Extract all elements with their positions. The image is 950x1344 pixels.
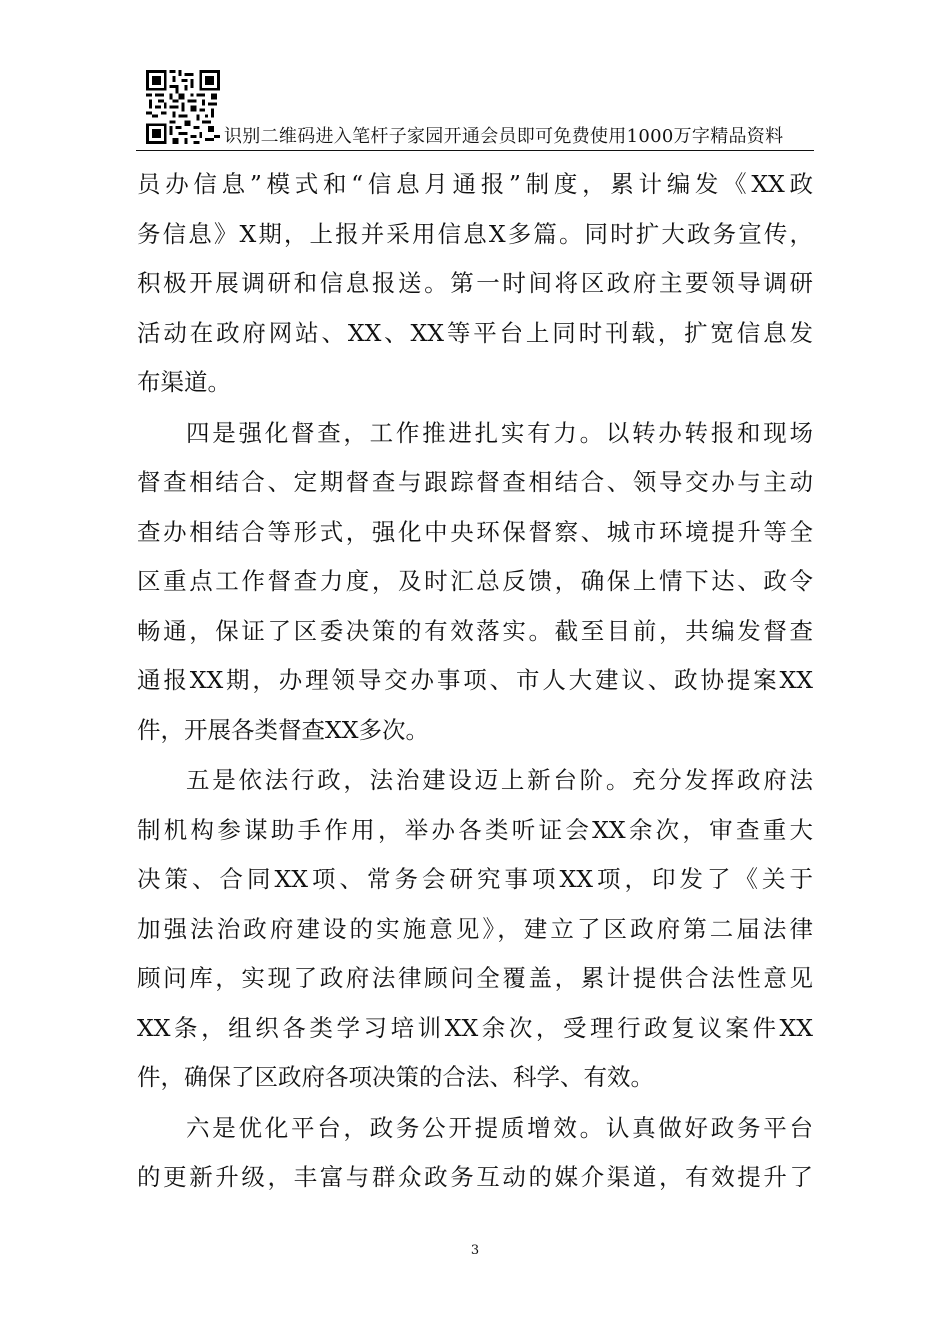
text-line: 六是优化平台，政务公开提质增效。认真做好政务平台 — [186, 1113, 813, 1142]
paragraph — [137, 409, 813, 756]
paragraph — [137, 756, 813, 1103]
paragraph — [137, 1104, 813, 1203]
header-divider — [136, 150, 814, 151]
text-line: 件，确保了区政府各项决策的合法、科学、有效。 — [137, 1063, 654, 1091]
document-body — [137, 160, 813, 1203]
text-line: 四是强化督查，工作推进扎实有力。以转办转报和现场 — [186, 418, 813, 447]
text-line: 务信息》X期，上报并采用信息X多篇。同时扩大政务宣传， — [137, 219, 813, 248]
text-line: 积极开展调研和信息报送。第一时间将区政府主要领导调研 — [137, 269, 813, 297]
text-line: 制机构参谋助手作用，举办各类听证会XX余次，审查重大 — [137, 815, 813, 844]
text-line: 件，开展各类督查XX多次。 — [137, 715, 429, 744]
text-line: 活动在政府网站、XX、XX等平台上同时刊载，扩宽信息发 — [137, 318, 813, 347]
page-number: 3 — [470, 1243, 480, 1258]
text-line: 的更新升级，丰富与群众政务互动的媒介渠道，有效提升了 — [137, 1163, 813, 1191]
paragraph — [137, 160, 813, 408]
header-promo-text: 识别二维码进入笔杆子家园开通会员即可免费使用1000万字精品资料 — [224, 126, 784, 147]
text-line: 通报XX期，办理领导交办事项、市人大建议、政协提案XX — [137, 666, 813, 694]
qr-code-icon — [146, 70, 220, 144]
text-line: 布渠道。 — [137, 368, 231, 396]
text-line: 员办信息”模式和“信息月通报”制度，累计编发《XX政 — [137, 170, 813, 198]
text-line: 加强法治政府建设的实施意见》，建立了区政府第二届法律 — [137, 914, 813, 943]
text-line: XX条，组织各类学习培训XX余次，受理行政复议案件XX — [137, 1013, 813, 1042]
text-line: 五是依法行政，法治建设迈上新台阶。充分发挥政府法 — [186, 766, 813, 794]
text-line: 畅通，保证了区委决策的有效落实。截至目前，共编发督查 — [137, 616, 813, 645]
text-line: 查办相结合等形式，强化中央环保督察、城市环境提升等全 — [137, 517, 813, 546]
text-line: 区重点工作督查力度，及时汇总反馈，确保上情下达、政令 — [137, 567, 813, 595]
text-line: 督查相结合、定期督查与跟踪督查相结合、领导交办与主动 — [137, 468, 813, 496]
text-line: 顾问库，实现了政府法律顾问全覆盖，累计提供合法性意见 — [137, 964, 813, 992]
text-line: 决策、合同XX项、常务会研究事项XX项，印发了《关于 — [137, 865, 813, 893]
